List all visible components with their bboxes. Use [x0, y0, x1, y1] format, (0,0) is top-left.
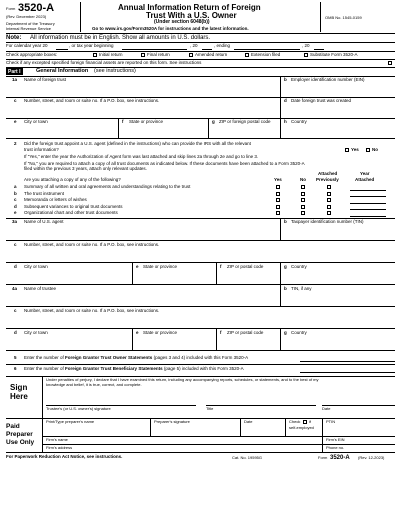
line-1f-label: State or province	[129, 119, 164, 124]
line-6-number: 6	[14, 366, 17, 371]
line-3c-label: Number, street, and room or suite no. If a P.O. box, see instructions.	[24, 242, 160, 247]
ending-label: , ending	[214, 43, 231, 48]
line-3a-number: 3a	[12, 219, 18, 224]
line-1e-number: e	[14, 119, 17, 124]
attachment-yes-checkbox[interactable]	[276, 211, 280, 215]
preparer-name-label: Print/Type preparer's name	[46, 419, 95, 424]
column-divider	[132, 328, 133, 350]
attachment-yes-checkbox[interactable]	[276, 205, 280, 209]
column-divider	[280, 328, 281, 350]
column-divider	[280, 284, 281, 306]
attachment-row-number: a	[14, 184, 17, 189]
line-4f-number: f	[220, 330, 222, 335]
comma-20b-label: , 20	[302, 43, 310, 48]
line-3d-label: City or town	[24, 264, 48, 269]
calendar-year-label: For calendar year 20	[6, 43, 48, 48]
line-4e-number: e	[136, 330, 139, 335]
line-3f-label: ZIP or postal code	[227, 264, 264, 269]
line-3c-number: c	[14, 242, 17, 247]
attachment-yes-checkbox[interactable]	[276, 185, 280, 189]
rule	[6, 240, 395, 241]
attachment-no-checkbox[interactable]	[301, 192, 305, 196]
form-title-line-1: Annual Information Return of Foreign	[118, 3, 261, 12]
column-attached-header-1: Attached	[318, 171, 338, 176]
column-divider	[240, 418, 241, 436]
line-4c-label: Number, street, and room or suite no. If a P.O. box, see instructions.	[24, 308, 160, 313]
rule	[6, 306, 395, 307]
line-1f-number: f	[122, 119, 124, 124]
omb-number: OMB No. 1545-0159	[325, 15, 362, 20]
preparer-label-3: Use Only	[6, 439, 35, 446]
attachment-row-number: c	[14, 197, 17, 202]
form-number: 3520-A	[18, 2, 55, 14]
line-5-text	[24, 356, 248, 361]
line-1c-label: Number, street, and room or suite no. If a P.O. box, see instructions.	[24, 98, 160, 103]
excepted-assets-text: Check if any excepted specified foreign financial assets are reported on this form. See instructions	[6, 60, 202, 65]
attached-previously-checkbox[interactable]	[327, 185, 331, 189]
form-revision: (Rev. December 2023)	[6, 14, 47, 19]
tax-year-beginning-label: , or tax year beginning	[69, 43, 114, 48]
line-6-text	[24, 367, 244, 372]
preparer-signature-label: Preparer's signature	[154, 419, 190, 424]
firm-address-label: Firm's address	[46, 445, 73, 450]
line-2-question-b: trust information?	[24, 147, 59, 152]
begin-year-field[interactable]	[202, 49, 212, 50]
if-label: if	[309, 419, 311, 424]
line-1h-label: Country	[291, 119, 307, 124]
line-1a-number: 1a	[12, 77, 18, 82]
rule	[6, 118, 395, 119]
line-1b-label: Employer identification number (EIN)	[291, 77, 365, 82]
line-5-entry-field[interactable]	[300, 361, 395, 362]
part-1-label: Part I	[8, 68, 21, 75]
extension-filed-checkbox[interactable]	[245, 53, 249, 57]
column-divider	[216, 262, 217, 284]
line-2-if-no-1: If "No," you are required to attach a copy of all trust documents as indicated below. If these documents have been attached to a Form 3520-A	[24, 161, 305, 166]
column-divider	[118, 118, 119, 138]
sign-date-label: Date	[322, 406, 331, 411]
line-1h-number: h	[284, 119, 287, 124]
line-3e-label: State or province	[143, 264, 178, 269]
column-divider	[280, 76, 281, 138]
attachment-no-checkbox[interactable]	[301, 198, 305, 202]
initial-return-label: Initial return	[99, 52, 123, 57]
perjury-statement-1: Under penalties of perjury, I declare that I have examined this return, including any accompanying reports, schedules, or statements, and to the best of my	[46, 377, 319, 382]
line-3d-number: d	[14, 264, 17, 269]
column-divider	[150, 418, 151, 436]
line-4d-label: City or town	[24, 330, 48, 335]
check-boxes-label: Check appropriate boxes:	[6, 52, 58, 57]
attachment-no-checkbox[interactable]	[301, 205, 305, 209]
line-1d-number: d	[284, 98, 287, 103]
goto-instructions: Go to www.irs.gov/Form3520A for instructions and the latest information.	[92, 26, 249, 31]
attachment-row-number: e	[14, 210, 17, 215]
line-5-bold: Foreign Grantor Trust Owner Statements	[65, 355, 153, 360]
line-4b-number: b	[284, 286, 287, 291]
part-1-title: General Information	[36, 68, 89, 74]
line-5-post: (pages 3 and 4) included with this Form 3520-A	[153, 355, 249, 360]
line-4c-number: c	[14, 308, 17, 313]
attachment-row-text: Memoranda or letters of wishes	[24, 197, 87, 202]
preparer-label-2: Preparer	[6, 431, 33, 438]
catalog-number: Cat. No. 19595G	[232, 455, 263, 460]
amended-return-checkbox[interactable]	[189, 53, 193, 57]
footer-form-prefix: Form	[318, 455, 328, 460]
attached-previously-checkbox[interactable]	[327, 211, 331, 215]
excepted-assets-checkbox[interactable]	[388, 61, 392, 65]
line-5-pre: Enter the number of	[24, 355, 64, 360]
line-4g-number: g	[284, 330, 287, 335]
attachment-row-number: d	[14, 203, 17, 209]
attach-question: Are you attaching a copy of any of the following?	[24, 177, 121, 182]
line-2-yes-label: Yes	[351, 147, 359, 152]
line-4a-label: Name of trustee	[24, 286, 57, 291]
column-divider	[322, 418, 323, 436]
department-line-1: Department of the Treasury	[6, 21, 55, 26]
rule	[6, 328, 395, 329]
self-employed-label: self-employed	[289, 425, 314, 430]
sign-date-field[interactable]	[322, 405, 395, 406]
sign-label-1: Sign	[10, 383, 28, 392]
self-employed-checkbox[interactable]	[303, 420, 307, 424]
column-yes-header: Yes	[274, 177, 282, 182]
check-label: Check	[289, 419, 301, 424]
line-2-no-checkbox[interactable]	[366, 148, 370, 152]
line-4g-label: Country	[291, 330, 307, 335]
header-divider-left	[80, 2, 81, 32]
line-1e-label: City or town	[24, 119, 48, 124]
line-2-no-label: No	[372, 147, 378, 152]
rule	[6, 350, 395, 351]
line-6-entry-field[interactable]	[300, 372, 395, 373]
line-4a-number: 4a	[12, 286, 18, 291]
amended-return-label: Amended return	[195, 52, 228, 57]
column-divider	[42, 418, 43, 452]
line-2-question-a: Did the foreign trust appoint a U.S. agent (defined in the instructions) who can provide the IRS with all the relevant	[24, 141, 251, 146]
line-3g-label: Country	[291, 264, 307, 269]
rule	[6, 262, 395, 263]
attachment-row-text: Summary of all written and oral agreements and understandings relating to the trust	[24, 184, 191, 189]
attachment-row-text: Organizational chart and other trust documents	[24, 210, 118, 215]
line-6-bold: Foreign Grantor Trust Beneficiary Statements	[65, 366, 163, 371]
rule	[6, 452, 395, 453]
column-year-header-1: Year	[360, 171, 370, 176]
rule	[6, 33, 395, 34]
tax-year-begin-field[interactable]	[122, 49, 187, 50]
column-divider	[280, 218, 281, 240]
year-attached-field[interactable]	[350, 216, 386, 217]
line-2-yes-checkbox[interactable]	[345, 148, 349, 152]
firm-name-label: Firm's name	[46, 437, 68, 442]
note-label: Note:	[6, 35, 22, 41]
final-return-checkbox[interactable]	[141, 53, 145, 57]
line-3g-number: g	[284, 264, 287, 269]
year-attached-field[interactable]	[350, 209, 386, 210]
title-field[interactable]	[206, 405, 316, 406]
firm-ein-label: Firm's EIN	[326, 437, 345, 442]
preparer-date-label: Date	[244, 419, 253, 424]
rule	[6, 364, 395, 365]
line-4d-number: d	[14, 330, 17, 335]
line-3a-label: Name of U.S. agent	[24, 219, 64, 224]
form-prefix: Form	[6, 6, 16, 11]
initial-return-checkbox[interactable]	[93, 53, 97, 57]
column-divider	[285, 418, 286, 436]
extension-filed-label: Extension filed	[251, 52, 281, 57]
line-1c-number: c	[14, 98, 17, 103]
attachment-yes-checkbox[interactable]	[276, 198, 280, 202]
rule	[6, 138, 395, 139]
column-attached-header-2: Previously	[316, 177, 339, 182]
line-4e-label: State or province	[143, 330, 178, 335]
form-title-line-3: (Under section 6048(b))	[154, 19, 210, 25]
form-title-line-2: Trust With a U.S. Owner	[146, 11, 237, 20]
attachment-no-checkbox[interactable]	[301, 211, 305, 215]
preparer-label-1: Paid	[6, 423, 20, 430]
ending-year-field[interactable]	[314, 49, 324, 50]
line-1a-label: Name of foreign trust	[24, 77, 67, 82]
attached-previously-checkbox[interactable]	[327, 205, 331, 209]
line-1d-label: Date foreign trust was created	[291, 98, 352, 103]
line-3e-number: e	[136, 264, 139, 269]
line-6-post: (page 5) included with this Form 3520-A	[163, 366, 244, 371]
line-3b-label: Taxpayer identification number (TIN)	[291, 219, 364, 224]
ending-date-field[interactable]	[234, 49, 300, 50]
column-divider	[216, 328, 217, 350]
column-divider	[132, 262, 133, 284]
attached-previously-checkbox[interactable]	[327, 198, 331, 202]
column-divider	[208, 118, 209, 138]
year-attached-field[interactable]	[350, 203, 386, 204]
note-text: All information must be in English. Show all amounts in U.S. dollars.	[30, 35, 211, 41]
title-label: Title	[206, 406, 214, 411]
paperwork-notice: For Paperwork Reduction Act Notice, see instructions.	[6, 454, 123, 459]
ptin-label: PTIN	[326, 419, 336, 424]
final-return-label: Final return	[147, 52, 170, 57]
column-year-header-2: Attached	[355, 177, 375, 182]
footer-form-number: 3520-A	[330, 455, 350, 461]
line-5-number: 5	[14, 355, 17, 360]
line-3f-number: f	[220, 264, 222, 269]
attachment-row-text: The trust instrument	[24, 190, 65, 196]
attachment-yes-checkbox[interactable]	[276, 192, 280, 196]
column-divider	[42, 376, 43, 418]
line-1g-label: ZIP or foreign postal code	[219, 119, 271, 124]
trustee-signature-label: Trustee's (or U.S. owner's) signature	[46, 406, 111, 411]
substitute-form-label: Substitute Form 3520-A	[310, 52, 358, 57]
line-2-number: 2	[14, 141, 17, 146]
year-attached-field[interactable]	[350, 190, 386, 191]
line-2-if-yes: If "Yes," enter the year the Authorization of Agent form was last attached and skip lines 2a through 2e and go to line 3.	[24, 154, 259, 159]
phone-label: Phone no.	[326, 445, 345, 450]
line-1g-number: g	[212, 119, 215, 124]
line-4b-label: TIN, if any	[291, 286, 312, 291]
line-1b-number: b	[284, 77, 287, 82]
perjury-statement-2: knowledge and belief, it is true, correct, and complete.	[46, 382, 142, 387]
line-2-if-no-2: filed within the previous 3 years, attach only relevant updates.	[24, 166, 147, 171]
sign-label-2: Here	[10, 392, 28, 401]
attachment-row-text: Subsequent variances to original trust documents	[24, 203, 123, 209]
year-attached-field[interactable]	[350, 196, 386, 197]
department-line-2: Internal Revenue Service	[6, 26, 51, 31]
substitute-form-checkbox[interactable]	[304, 53, 308, 57]
rule	[6, 284, 395, 285]
attachment-row-number: b	[14, 190, 17, 196]
calendar-year-field[interactable]	[56, 49, 68, 50]
line-6-pre: Enter the number of	[24, 366, 64, 371]
header-divider-right	[320, 2, 321, 32]
comma-20-label: , 20	[190, 43, 198, 48]
column-no-header: No	[300, 177, 306, 182]
line-3b-number: b	[284, 219, 287, 224]
footer-revision: (Rev. 12-2023)	[358, 455, 385, 460]
part-1-title-suffix: (see instructions)	[94, 68, 136, 74]
rule	[6, 42, 395, 43]
column-divider	[280, 262, 281, 284]
attached-previously-checkbox[interactable]	[327, 192, 331, 196]
line-4f-label: ZIP or postal code	[227, 330, 264, 335]
attachment-no-checkbox[interactable]	[301, 185, 305, 189]
